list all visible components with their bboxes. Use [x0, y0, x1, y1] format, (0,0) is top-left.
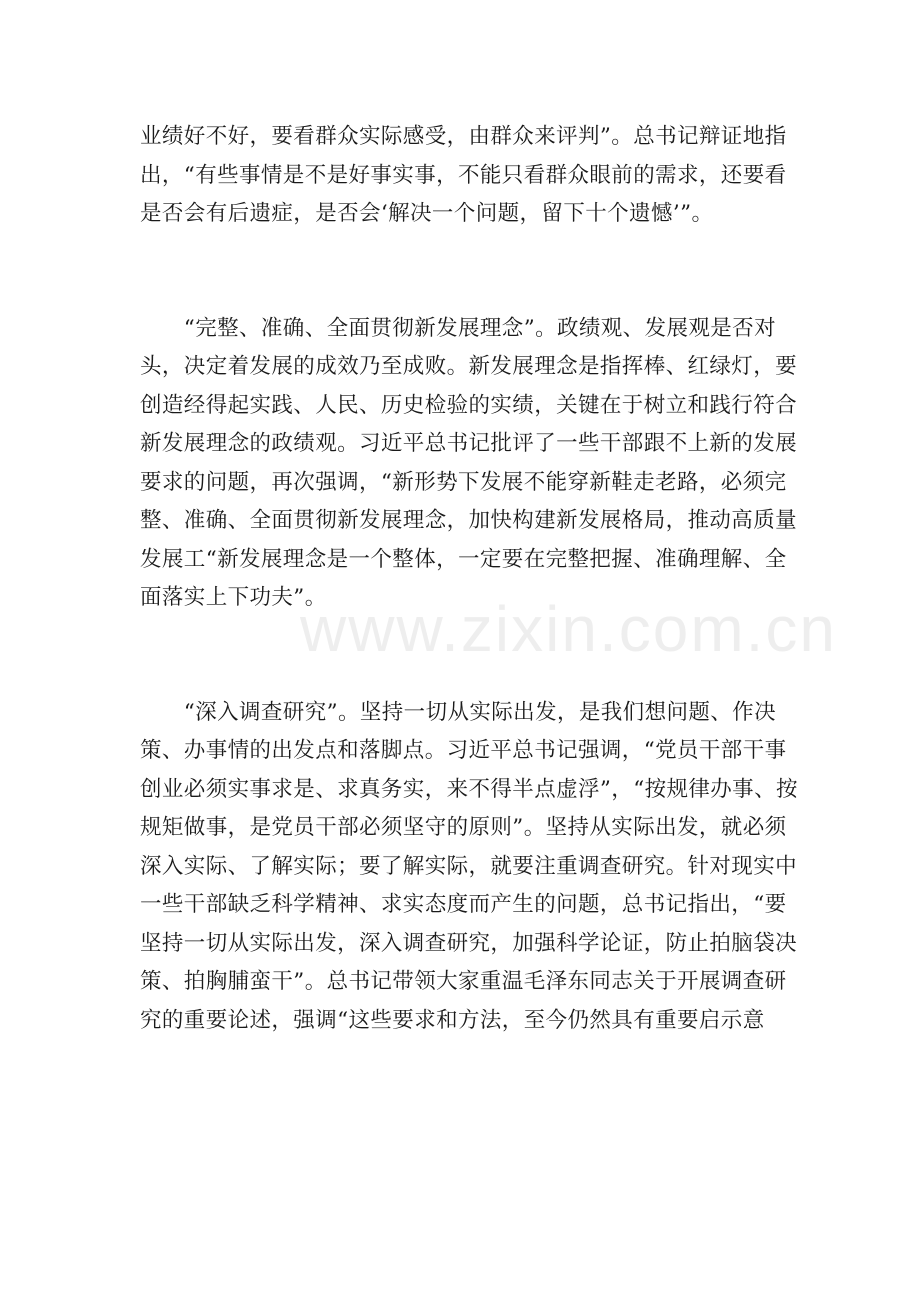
text-line: 要求的问题，再次强调，“新形势下发展不能穿新鞋走老路，必须完 — [140, 469, 787, 495]
text-line: 深入实际、了解实际；要了解实际，就要注重调查研究。针对现实中 — [140, 853, 798, 879]
watermark: www.zixin.com.cn — [300, 593, 837, 665]
text-line: “完整、准确、全面贯彻新发展理念”。政绩观、发展观是否对 — [140, 315, 776, 341]
text-line: 发展工“新发展理念是一个整体，一定要在完整把握、准确理解、全 — [140, 546, 787, 572]
text-line: 业绩好不好，要看群众实际感受，由群众来评判”。总书记辩证地指 — [140, 124, 787, 149]
document-body — [140, 118, 798, 1040]
paragraph-gap — [140, 234, 782, 310]
paragraph-3 — [140, 694, 798, 1041]
text-line: 坚持一切从实际出发，深入调查研究，加强科学论证，防止拍脑袋决 — [140, 930, 798, 956]
paragraph-gap — [140, 618, 782, 694]
text-line: 创造经得起实践、人民、历史检验的实绩，关键在于树立和践行符合 — [140, 392, 798, 418]
text-line: 出，“有些事情是不是好事实事，不能只看群众眼前的需求，还要看 — [140, 162, 787, 188]
text-line: 创业必须实事求是、求真务实，来不得半点虚浮”，“按规律办事、按 — [140, 776, 798, 802]
text-line: 策、办事情的出发点和落脚点。习近平总书记强调，“党员干部干事 — [140, 738, 787, 763]
text-line: 是否会有后遗症，是否会‘解决一个问题，留下十个遗憾’”。 — [140, 201, 714, 226]
text-line: 面落实上下功夫”。 — [140, 585, 327, 610]
text-line: 一些干部缺乏科学精神、求实态度而产生的问题，总书记指出，“要 — [140, 892, 787, 917]
paragraph-1 — [140, 118, 787, 234]
text-line: 策、拍胸脯蛮干”。总书记带领大家重温毛泽东同志关于开展调查研 — [140, 969, 787, 994]
text-line: 整、准确、全面贯彻新发展理念，加快构建新发展格局，推动高质量 — [140, 508, 798, 533]
text-line: “深入调查研究”。坚持一切从实际出发，是我们想问题、作决 — [140, 699, 776, 725]
text-line: 头，决定着发展的成效乃至成败。新发展理念是指挥棒、红绿灯，要 — [140, 354, 798, 379]
text-line: 究的重要论述，强调“这些要求和方法，至今仍然具有重要启示意 — [140, 1007, 765, 1033]
text-line: 新发展理念的政绩观。习近平总书记批评了一些干部跟不上新的发展 — [140, 431, 798, 456]
text-line: 规矩做事，是党员干部必须坚守的原则”。坚持从实际出发，就必须 — [140, 815, 787, 840]
paragraph-2 — [140, 310, 798, 618]
